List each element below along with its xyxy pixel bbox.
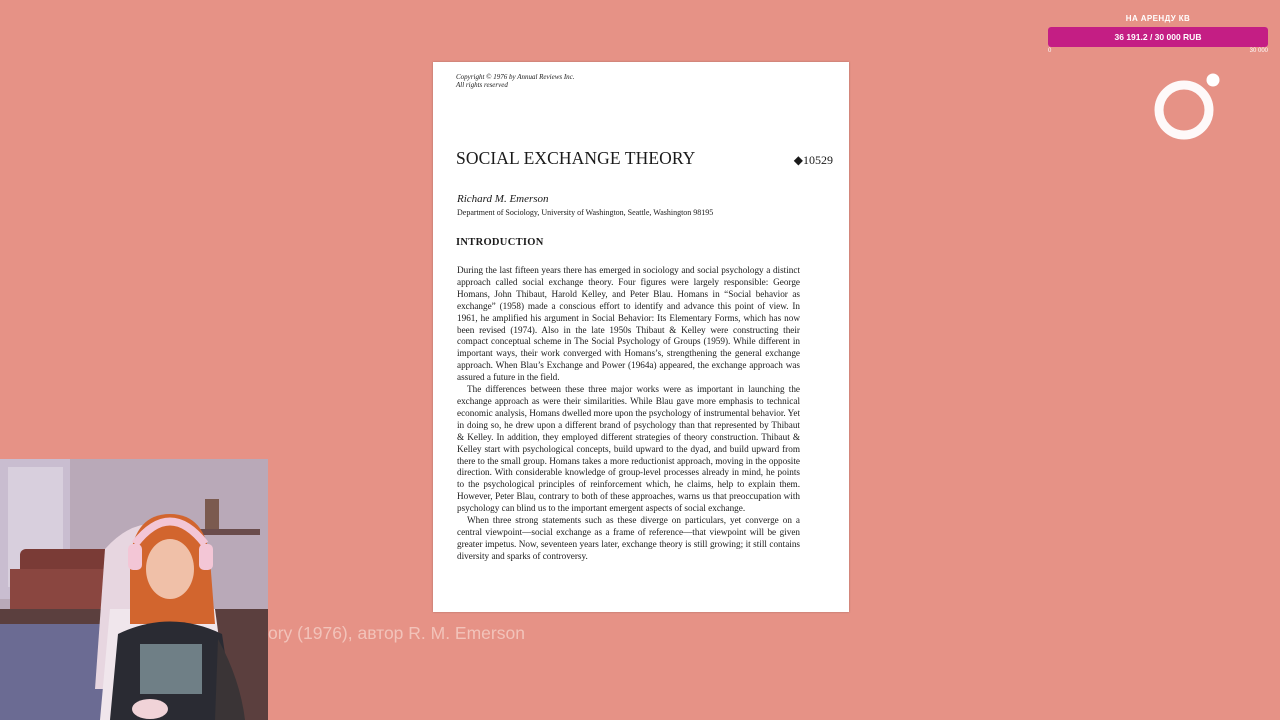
- goal-progress-text: 36 191.2 / 30 000 RUB: [1114, 32, 1202, 42]
- goal-max-label: 30 000: [1249, 48, 1268, 54]
- paragraph: During the last fifteen years there has emerged in sociology and social psychology a distinct approach called social exchange theory. Four figures were largely responsible: George Homans, John Thibaut, Harold Kelley, and Peter Blau. Homans in “Social behavior as exchange” (1958) made a conscious effort to identify and advance this point of view. In 1961, he amplified his argument in Social Behavior: Its Elementary Forms, which has now been revised (1974). Also in the late 1950s Thibaut & Kelley were constructing their compact conceptual scheme in The Social Psychology of Groups (1959). While different in important ways, their work converged with Homans’s, strengthening the general exchange approach. When Blau’s Exchange and Power (1964a) appeared, the exchange approach was assured a future in the field.: [457, 265, 800, 383]
- document-page: [433, 62, 849, 612]
- donation-goal-widget: [1048, 13, 1268, 58]
- body-text: [457, 265, 800, 563]
- section-heading: INTRODUCTION: [456, 237, 544, 248]
- copyright-notice: [456, 73, 575, 89]
- goal-scale: [1048, 48, 1268, 58]
- goal-progress-bar: [1048, 27, 1268, 47]
- document-title: SOCIAL EXCHANGE THEORY: [456, 148, 696, 168]
- webcam-feed: [0, 459, 268, 720]
- goal-min-label: 0: [1048, 48, 1052, 54]
- stream-caption: ory (1976), автор R. M. Emerson: [268, 623, 525, 643]
- author-name: Richard M. Emerson: [457, 193, 549, 205]
- ring-logo-icon: [1150, 72, 1222, 144]
- goal-label: НА АРЕНДУ КВ: [1125, 14, 1191, 23]
- copyright-line: Copyright © 1976 by Annual Reviews Inc.: [456, 73, 575, 81]
- rights-line: All rights reserved: [456, 81, 508, 89]
- paragraph: The differences between these three major works were as important in launching the exchange approach as were their similarities. While Blau gave more emphasis to technical economic analysis, Homans dwelled more upon the psychology of instrumental behavior. Yet in doing so, he drew upon a different brand of psychology than that represented by Thibaut & Kelley. In addition, they employed different strategies of theory construction. Thibaut & Kelley start with psychological concepts, build upward to the dyad, and build upward from there to the small group. Homans takes a more reductionist approach, moving in the opposite direction. With considerable knowledge of group-level processes already in mind, he points to the psychological principles of reinforcement which, he claims, help to explain them. However, Peter Blau, contrary to both of these approaches, warns us that preoccupation with psychology can blind us to the important emergent aspects of social exchange.: [457, 384, 800, 514]
- author-affiliation: Department of Sociology, University of Washington, Seattle, Washington 98195: [457, 208, 714, 217]
- document-code: ◆10529: [793, 153, 833, 167]
- paragraph: When three strong statements such as these diverge on particulars, yet converge on a central viewpoint—social exchange as a frame of reference—that viewpoint will be given greater impetus. Now, seventeen years later, exchange theory is still growing; it still contains diversity and sparks of controversy.: [457, 515, 800, 561]
